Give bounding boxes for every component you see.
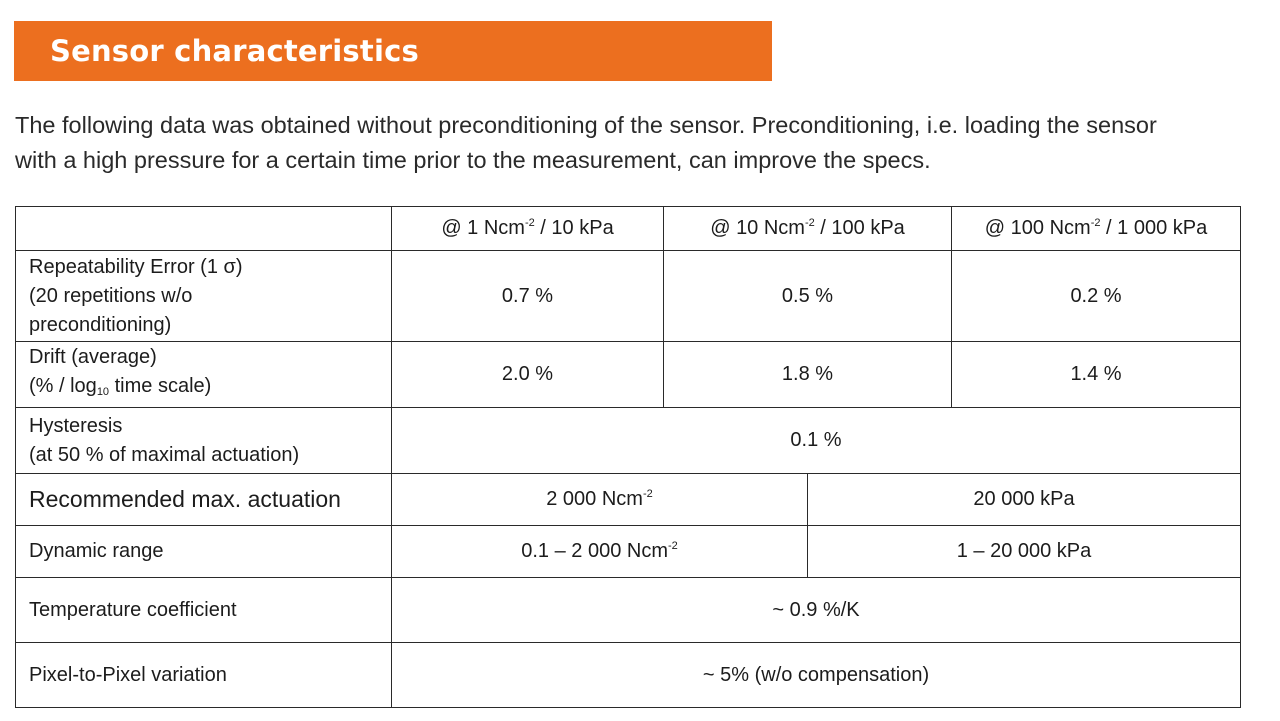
header-10kpa: @ 1 Ncm$^{-2}$ / 10 kPa (392, 207, 664, 251)
intro-line-2: with a high pressure for a certain time prior to the measurement, can improve the specs. (15, 147, 931, 173)
header-1000kpa: @ 100 Ncm$^{-2}$ / 1 000 kPa (952, 207, 1241, 251)
drift-value-1000kpa: 1.4 % (952, 342, 1241, 408)
table-row-dynamic-range (16, 526, 1241, 578)
table-row-repeatability (16, 251, 1241, 342)
temperature-value: ~ 0.9 %/K (392, 578, 1241, 643)
pixel-variation-label: Pixel-to-Pixel variation (16, 643, 392, 708)
recommended-value-kpa: 20 000 kPa (808, 474, 1241, 526)
repeatability-value-1000kpa: 0.2 % (952, 251, 1241, 342)
dynamic-range-label: Dynamic range (16, 526, 392, 578)
repeatability-label: Repeatability Error (1 σ) (20 repetitions w/o preconditioning) (16, 251, 392, 342)
pixel-variation-value: ~ 5% (w/o compensation) (392, 643, 1241, 708)
section-title: Sensor characteristics (50, 34, 419, 68)
repeatability-value-100kpa: 0.5 % (664, 251, 952, 342)
table-row-hysteresis (16, 408, 1241, 474)
drift-value-100kpa: 1.8 % (664, 342, 952, 408)
table-row-recommended (16, 474, 1241, 526)
dynamic-range-value-ncm: 0.1 – 2 000 Ncm$^{-2}$ (392, 526, 808, 578)
repeatability-value-10kpa: 0.7 % (392, 251, 664, 342)
sensor-specs-table (15, 206, 1241, 708)
intro-paragraph (15, 108, 1265, 178)
temperature-label: Temperature coefficient (16, 578, 392, 643)
hysteresis-value: 0.1 % (392, 408, 1241, 474)
dynamic-range-value-kpa: 1 – 20 000 kPa (808, 526, 1241, 578)
drift-label: Drift (average) (% / $\log_{10}$ time scale) (16, 342, 392, 408)
header-empty-cell (16, 207, 392, 251)
table-row-temperature (16, 578, 1241, 643)
table-row-pixel-variation (16, 643, 1241, 708)
recommended-value-ncm: 2 000 Ncm$^{-2}$ (392, 474, 808, 526)
header-100kpa: @ 10 Ncm$^{-2}$ / 100 kPa (664, 207, 952, 251)
recommended-label: Recommended max. actuation (16, 474, 392, 526)
table-row-drift (16, 342, 1241, 408)
hysteresis-label: Hysteresis (at 50 % of maximal actuation) (16, 408, 392, 474)
drift-value-10kpa: 2.0 % (392, 342, 664, 408)
table-header-row (16, 207, 1241, 251)
section-banner (14, 21, 772, 81)
intro-line-1: The following data was obtained without preconditioning of the sensor. Preconditioning, i.e. loading the sensor (15, 112, 1157, 138)
